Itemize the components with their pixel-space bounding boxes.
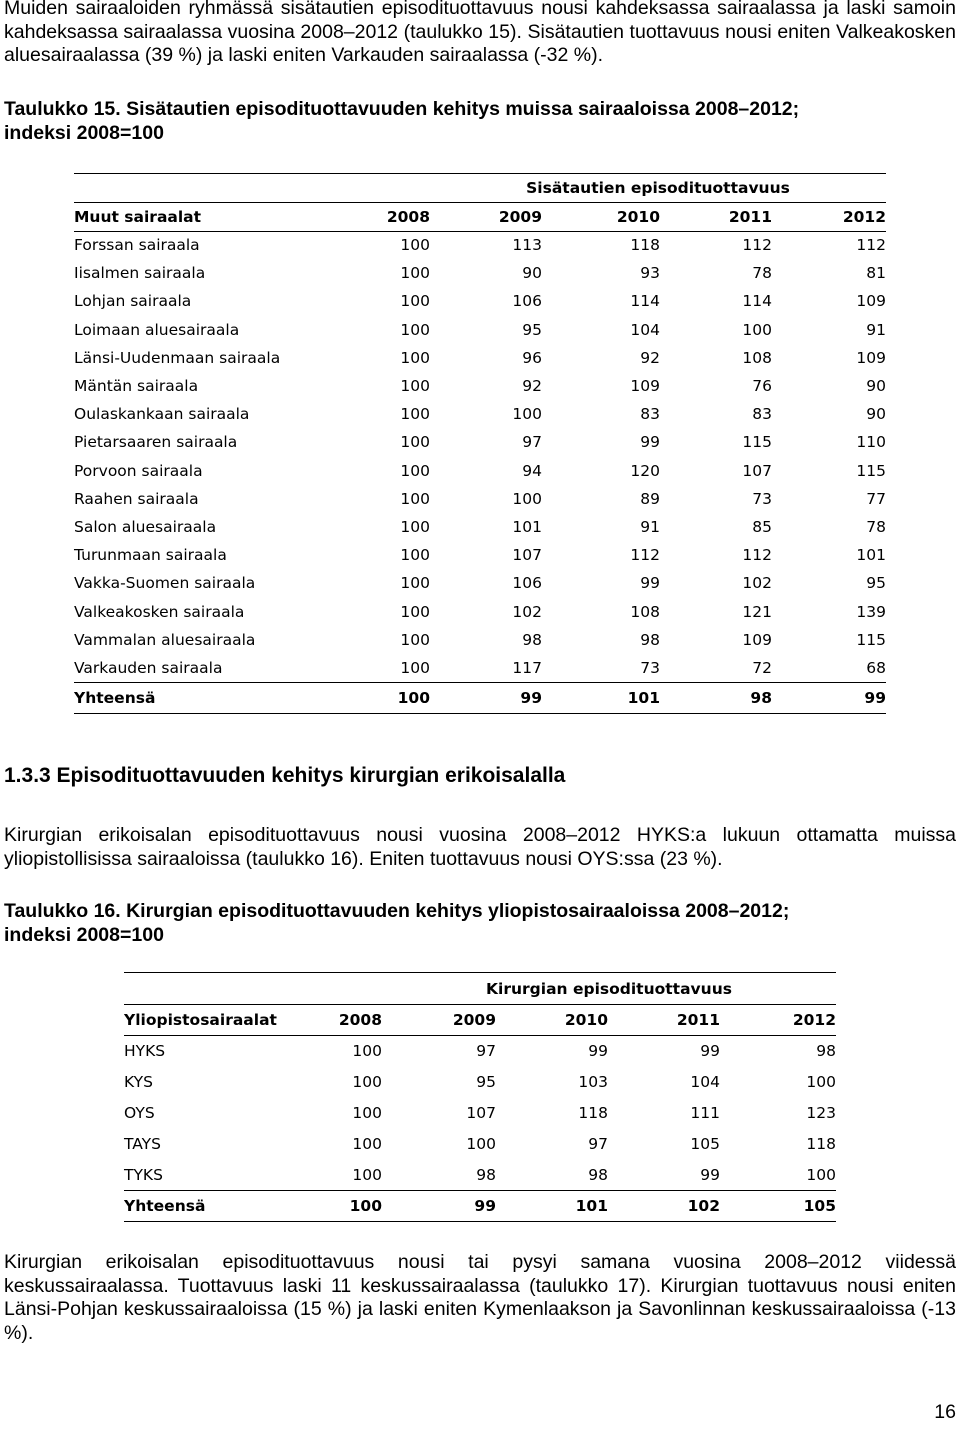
table16-group-header: Kirurgian episodituottavuus [486,979,732,998]
row-value: 100 [806,1072,836,1091]
row-label: Mäntän sairaala [74,377,199,396]
row-value: 118 [630,236,660,255]
total-label: Yhteensä [124,1191,282,1222]
table-row [124,1129,836,1160]
table-row [74,626,886,654]
row-value: 99 [588,1041,608,1060]
table-row [74,485,886,513]
table16-header-row [124,1004,836,1035]
table-row [74,597,886,625]
row-value: 100 [400,292,430,311]
row-value: 100 [400,236,430,255]
row-value: 101 [512,517,542,536]
row-value: 89 [640,489,660,508]
row-value: 73 [640,658,660,677]
row-value: 78 [866,517,886,536]
row-value: 117 [512,658,542,677]
row-value: 118 [806,1135,836,1154]
row-value: 72 [752,658,772,677]
table15-caption-line2: indeksi 2008=100 [4,121,164,144]
table-row [124,1097,836,1128]
row-label: TYKS [124,1166,163,1185]
row-value: 100 [400,630,430,649]
table-row [74,372,886,400]
row-value: 96 [522,348,542,367]
row-value: 100 [352,1072,382,1091]
row-value: 91 [640,517,660,536]
table15-header-row [74,202,886,231]
row-value: 97 [476,1041,496,1060]
row-label: Vammalan aluesairaala [74,630,256,649]
row-value: 97 [522,433,542,452]
row-value: 100 [352,1041,382,1060]
total-value: 100 [322,682,430,713]
total-value: 101 [542,682,660,713]
row-value: 85 [752,517,772,536]
row-value: 98 [640,630,660,649]
table-row [74,344,886,372]
row-value: 101 [856,546,886,565]
row-value: 99 [700,1041,720,1060]
row-value: 76 [752,377,772,396]
intro-paragraph: Muiden sairaaloiden ryhmässä sisätautien episodituottavuus nousi kahdeksassa sairaalassa ja laski samoin kahdeksassa sairaalassa vuosina 2008–2012 (taulukko 15). Sisätautien tuottavuus nousi eniten Valkeakosken aluesairaalassa (39 %) ja laski eniten Varkauden sairaalassa (-32 %). [4,0,956,66]
row-value: 73 [752,489,772,508]
row-value: 100 [400,348,430,367]
row-value: 112 [630,546,660,565]
row-value: 104 [690,1072,720,1091]
row-value: 78 [752,264,772,283]
row-value: 120 [630,461,660,480]
row-value: 100 [400,264,430,283]
table-row [74,654,886,682]
row-value: 100 [806,1166,836,1185]
row-label: OYS [124,1103,155,1122]
table-row [74,428,886,456]
table-row [74,513,886,541]
table16-caption-line1: Taulukko 16. Kirurgian episodituottavuuden kehitys yliopistosairaaloissa 2008–2012; [4,900,790,922]
row-value: 106 [512,574,542,593]
row-value: 103 [578,1072,608,1091]
row-value: 106 [512,292,542,311]
surgery-paragraph: Kirurgian erikoisalan episodituottavuus nousi vuosina 2008–2012 HYKS:a lukuun ottamatta muissa yliopistollisissa sairaaloissa (taulukko 16). Eniten tuottavuus nousi OYS:ssa (23 %). [4,824,956,870]
row-value: 112 [742,236,772,255]
row-value: 100 [400,433,430,452]
total-row [124,1191,836,1222]
row-value: 100 [400,517,430,536]
row-label: Porvoon sairaala [74,461,203,480]
row-value: 114 [742,292,772,311]
section-heading: 1.3.3 Episodituottavuuden kehitys kirurgian erikoisalalla [4,764,566,787]
row-label: Pietarsaaren sairaala [74,433,238,452]
row-value: 118 [578,1103,608,1122]
row-value: 100 [400,405,430,424]
row-value: 105 [690,1135,720,1154]
total-value: 99 [430,682,542,713]
row-label: Vakka-Suomen sairaala [74,574,256,593]
row-value: 111 [690,1103,720,1122]
table16-top-rule [124,972,836,973]
table15-col-2009: 2009 [430,202,542,231]
row-value: 112 [856,236,886,255]
row-label: Iisalmen sairaala [74,264,206,283]
table15-col-2012: 2012 [772,202,886,231]
table-row [74,259,886,287]
total-value: 101 [496,1191,608,1222]
row-value: 83 [752,405,772,424]
total-label: Yhteensä [74,682,322,713]
table16-col-name: Yliopistosairaalat [124,1004,282,1035]
table-row [124,1160,836,1191]
row-value: 98 [476,1166,496,1185]
row-value: 91 [866,320,886,339]
row-value: 110 [856,433,886,452]
row-value: 83 [640,405,660,424]
row-label: HYKS [124,1041,166,1060]
row-value: 100 [400,489,430,508]
row-value: 100 [742,320,772,339]
table15-group-header: Sisätautien episodituottavuus [526,178,790,197]
row-value: 115 [856,461,886,480]
total-value: 99 [772,682,886,713]
row-value: 113 [512,236,542,255]
row-value: 98 [522,630,542,649]
row-value: 108 [630,602,660,621]
table-row [74,569,886,597]
total-value: 100 [282,1191,382,1222]
page-number: 16 [934,1401,956,1423]
row-value: 90 [866,377,886,396]
table16 [124,974,836,1222]
row-value: 109 [856,292,886,311]
row-label: Lohjan sairaala [74,292,192,311]
row-value: 102 [512,602,542,621]
row-label: Varkauden sairaala [74,658,223,677]
table-row [74,400,886,428]
table15-col-2010: 2010 [542,202,660,231]
row-label: KYS [124,1072,153,1091]
row-value: 90 [522,264,542,283]
row-value: 99 [640,574,660,593]
table16-col-2009: 2009 [382,1004,496,1035]
row-value: 114 [630,292,660,311]
row-value: 107 [466,1103,496,1122]
row-value: 109 [856,348,886,367]
row-value: 107 [512,546,542,565]
row-value: 107 [742,461,772,480]
table16-caption [4,900,956,947]
table16-col-2011: 2011 [608,1004,720,1035]
total-row [74,682,886,713]
row-label: Loimaan aluesairaala [74,320,240,339]
table15-col-2008: 2008 [322,202,430,231]
total-value: 98 [660,682,772,713]
row-label: Turunmaan sairaala [74,546,227,565]
table16-col-2008: 2008 [282,1004,382,1035]
row-value: 94 [522,461,542,480]
row-value: 100 [352,1166,382,1185]
row-label: Forssan sairaala [74,236,200,255]
row-label: Valkeakosken sairaala [74,602,245,621]
total-value: 102 [608,1191,720,1222]
table16-col-2010: 2010 [496,1004,608,1035]
row-value: 95 [522,320,542,339]
table15-col-name: Muut sairaalat [74,202,322,231]
row-value: 100 [512,405,542,424]
row-value: 121 [742,602,772,621]
row-value: 98 [816,1041,836,1060]
table16-caption-line2: indeksi 2008=100 [4,923,164,946]
row-value: 100 [400,658,430,677]
row-value: 95 [476,1072,496,1091]
table-row [74,541,886,569]
row-value: 112 [742,546,772,565]
row-value: 104 [630,320,660,339]
row-value: 99 [700,1166,720,1185]
table-row [124,1066,836,1097]
row-value: 100 [400,546,430,565]
table15-col-2011: 2011 [660,202,772,231]
row-value: 115 [856,630,886,649]
row-value: 97 [588,1135,608,1154]
row-value: 100 [352,1103,382,1122]
total-value: 99 [382,1191,496,1222]
table-row [124,1035,836,1066]
row-value: 98 [588,1166,608,1185]
row-label: TAYS [124,1135,161,1154]
row-value: 100 [400,602,430,621]
table16-col-2012: 2012 [720,1004,836,1035]
row-label: Salon aluesairaala [74,517,217,536]
row-value: 100 [400,461,430,480]
row-value: 123 [806,1103,836,1122]
row-value: 81 [866,264,886,283]
row-value: 109 [630,377,660,396]
row-value: 95 [866,574,886,593]
row-value: 100 [400,320,430,339]
row-value: 108 [742,348,772,367]
table-row [74,287,886,315]
row-value: 100 [400,574,430,593]
row-value: 115 [742,433,772,452]
row-value: 100 [512,489,542,508]
closing-paragraph: Kirurgian erikoisalan episodituottavuus nousi tai pysyi samana vuosina 2008–2012 viidessä keskussairaalassa. Tuottavuus laski 11 keskussairaalassa (taulukko 17). Kirurgian tuottavuus nousi eniten Länsi-Pohjan keskussairaaloissa (15 %) ja laski eniten Kymenlaakson ja Savonlinnan keskussairaaloissa (-13 %). [4,1251,956,1344]
row-label: Raahen sairaala [74,489,199,508]
row-value: 100 [400,377,430,396]
row-value: 100 [352,1135,382,1154]
row-value: 77 [866,489,886,508]
table-row [74,231,886,259]
table15-caption-line1: Taulukko 15. Sisätautien episodituottavuuden kehitys muissa sairaaloissa 2008–2012; [4,98,800,120]
table15 [74,174,886,714]
row-value: 100 [466,1135,496,1154]
total-value: 105 [720,1191,836,1222]
row-value: 92 [640,348,660,367]
row-value: 92 [522,377,542,396]
row-value: 90 [866,405,886,424]
row-value: 68 [866,658,886,677]
table-row [74,457,886,485]
row-value: 99 [640,433,660,452]
table-row [74,316,886,344]
row-value: 109 [742,630,772,649]
row-value: 139 [856,602,886,621]
row-label: Länsi-Uudenmaan sairaala [74,348,281,367]
row-value: 93 [640,264,660,283]
table15-caption [4,98,956,145]
row-value: 102 [742,574,772,593]
row-label: Oulaskankaan sairaala [74,405,250,424]
